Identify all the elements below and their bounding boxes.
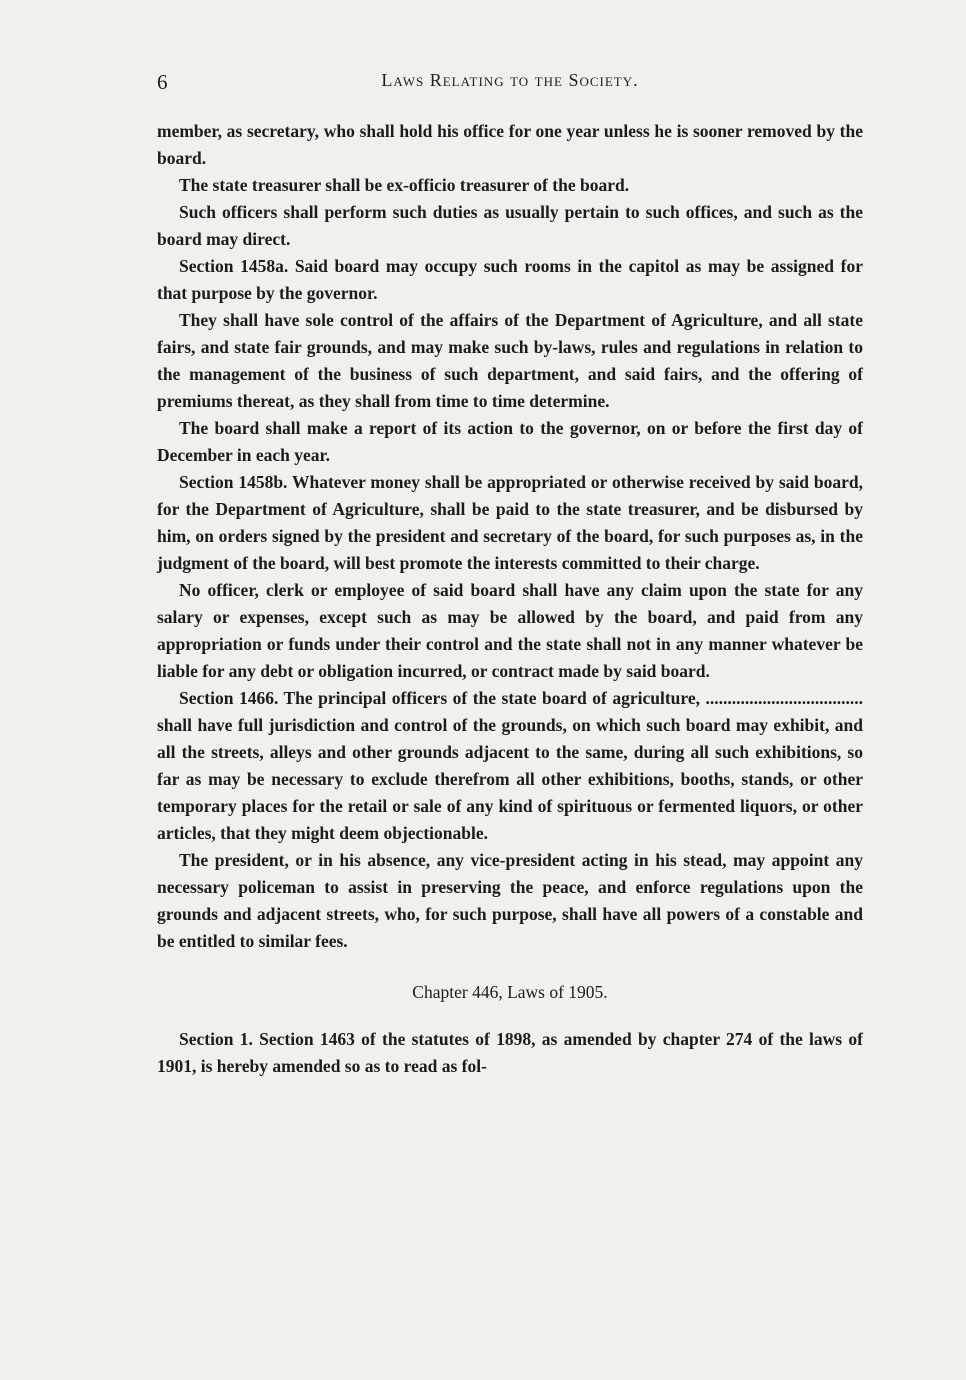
paragraph-continuation: member, as secretary, who shall hold his office for one year unless he is sooner removed by the board. bbox=[157, 121, 863, 168]
page-header bbox=[157, 70, 863, 96]
paragraph-treasurer: The state treasurer shall be ex-officio treasurer of the board. bbox=[179, 175, 630, 195]
running-head: Laws Relating to the Society. bbox=[381, 70, 639, 90]
paragraph-section-1458a: Section 1458a. Said board may occupy such rooms in the capitol as may be assigned for that purpose by the governor. bbox=[157, 256, 863, 303]
paragraph-section-1466: Section 1466. The principal officers of the state board of agriculture, .................................... shall have full jurisdiction and control of the grounds, on which such board may exhibit, and all the streets, alleys and other grounds adjacent to the same, during all such exhibitions, so far as may be necessary to exclude therefrom all other exhibitions, booths, stands, or other temporary places for the retail or sale of any kind of spirituous or fermented liquors, or other articles, that they might deem objectionable. bbox=[157, 688, 863, 843]
paragraph-sole-control: They shall have sole control of the affairs of the Department of Agriculture, and all state fairs, and state fair grounds, and may make such by-laws, rules and regulations in relation to the management of the business of such department, and said fairs, and the offering of premiums thereat, as they shall from time to time determine. bbox=[157, 310, 863, 411]
paragraph-report: The board shall make a report of its action to the governor, on or before the first day of December in each year. bbox=[157, 418, 863, 465]
paragraph-officer-duties: Such officers shall perform such duties as usually pertain to such offices, and such as the board may direct. bbox=[157, 202, 863, 249]
paragraph-section-1458b: Section 1458b. Whatever money shall be appropriated or otherwise received by said board, for the Department of Agriculture, shall be paid to the state treasurer, and be disbursed by him, on orders signed by the president and secretary of the board, for such purposes as, in the judgment of the board, will best promote the interests committed to their charge. bbox=[157, 472, 863, 573]
paragraph-no-officer-claim: No officer, clerk or employee of said board shall have any claim upon the state for any salary or expenses, except such as may be allowed by the board, and paid from any appropriation or funds under their control and the state shall not in any manner whatever be liable for any debt or obligation incurred, or contract made by said board. bbox=[157, 580, 863, 681]
page-number: 6 bbox=[157, 70, 168, 94]
chapter-heading: Chapter 446, Laws of 1905. bbox=[412, 982, 608, 1002]
paragraph-president-policeman: The president, or in his absence, any vice-president acting in his stead, may appoint any necessary policeman to assist in preserving the peace, and enforce regulations upon the grounds and adjacent streets, who, for such purpose, shall have all powers of a constable and be entitled to similar fees. bbox=[157, 850, 863, 951]
body-text bbox=[157, 118, 863, 1080]
paragraph-section-1: Section 1. Section 1463 of the statutes of 1898, as amended by chapter 274 of the laws of 1901, is hereby amended so as to read as fol- bbox=[157, 1029, 863, 1076]
